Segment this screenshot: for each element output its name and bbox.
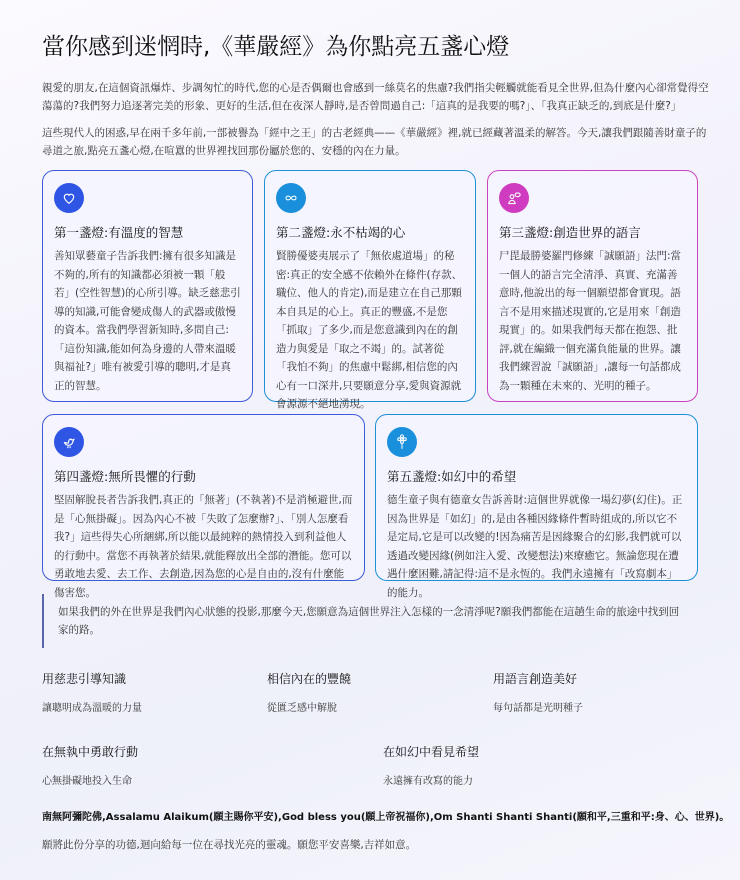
summary-sub-2: 從匱乏感中解脫 <box>267 703 337 714</box>
summary-title-2: 相信內在的豐饒 <box>267 672 352 686</box>
summary-sub-5: 永遠擁有改寫的能力 <box>383 776 473 787</box>
people-talk-icon <box>499 183 529 213</box>
summary-sub-3: 每句話都是光明種子 <box>493 703 583 714</box>
summary-sub-1: 讓聰明成為溫暖的力量 <box>42 703 142 714</box>
summary-sub-4: 心無掛礙地投入生命 <box>42 776 132 787</box>
summary-title-3: 用語言創造美好 <box>493 672 578 686</box>
intro-paragraph-2: 這些現代人的困惑,早在兩千多年前,一部被譽為「經中之王」的古老經典——《華嚴經》裡,就已經藏著溫柔的解答。今天,讓我們跟隨善財童子的尋道之旅,點亮五盞心燈,在喧囂的世界裡找回那份屬於您的、安穩的內在力量。 <box>42 127 707 157</box>
page-title: 當你感到迷惘時,《華嚴經》為你點亮五盞心燈 <box>42 34 510 60</box>
lamp-card-2 <box>264 170 476 410</box>
closing-text: 願將此份分享的功德,迴向給每一位在尋找光亮的靈魂。願您平安喜樂,吉祥如意。 <box>42 839 417 851</box>
card-body: 尸毘最勝婆羅門修練「誠願語」法門:當一個人的語言完全清淨、真實、充滿善意時,他說出的每一個願望都會實現。語言不是用來描述現實的,它是用來「創造現實」的。如果我們每天都在抱怨、批評,就在編織一個充滿負能量的世界。讓我們練習說「誠願語」,讓每一句話都成為一顆種在未來的、光明的種子。 <box>499 250 682 392</box>
lamp-card-4 <box>42 414 365 599</box>
card-body: 堅固解脫長者告訴我們,真正的「無著」(不執著)不是消極避世,而是「心無掛礙」。因為內心不被「失敗了怎麼辦?」、「別人怎麼看我?」這些得失心所綑綁,所以能以最純粹的熱情投入到利益他人的行動中。當您不再執著於結果,就能釋放出全部的潛能。您可以勇敢地去愛、去工作、去創造,因為您的心是自由的,沒有什麼能傷害您。 <box>54 494 353 599</box>
summary-title-4: 在無執中勇敢行動 <box>42 745 139 759</box>
lamp-card-5 <box>375 414 698 599</box>
bird-icon <box>54 427 84 457</box>
blessing-text: 南無阿彌陀佛,Assalamu Alaikum(願主賜你平安),God bless you(願上帝祝福你),Om Shanti Shanti Shanti(願和平,三重和平:身、心、世界)。 <box>42 812 730 823</box>
summary-title-5: 在如幻中看見希望 <box>383 745 480 759</box>
intro-paragraph-1: 親愛的朋友,在這個資訊爆炸、步調匆忙的時代,您的心是否偶爾也會感到一絲莫名的焦慮?我們指尖輕觸就能看見全世界,但為什麼內心卻常覺得空蕩蕩的?我們努力追逐著完美的形象、更好的生活,但在夜深人靜時,是否曾問過自己:「這真的是我要的嗎?」、「我真正缺乏的,到底是什麼?」 <box>42 82 709 112</box>
summary-title-1: 用慈悲引導知識 <box>42 672 127 686</box>
card-title: 第三盞燈:創造世界的語言 <box>499 225 641 240</box>
infinity-icon <box>276 183 306 213</box>
card-body: 善知眾藝童子告訴我們:擁有很多知識是不夠的,所有的知識都必須被一顆「般若」(空性智慧)的心所引導。缺乏慈悲引導的知識,可能會變成傷人的武器或傲慢的資本。當我們學習新知時,多問自己:「這份知識,能如何為身邊的人帶來溫暖與福祉?」唯有被愛引導的聰明,才是真正的智慧。 <box>54 250 241 392</box>
heart-icon <box>54 183 84 213</box>
card-title: 第四盞燈:無所畏懼的行動 <box>54 469 196 484</box>
card-title: 第二盞燈:永不枯竭的心 <box>276 225 406 240</box>
lamp-card-1 <box>42 170 253 402</box>
card-body: 賢勝優婆夷展示了「無依處道場」的秘密:真正的安全感不依賴外在條件(存款、職位、他人的肯定),而是建立在自己那顆本自具足的心上。真正的豐盛,不是您「抓取」了多少,而是您意識到內在的創造力與愛是「取之不竭」的。試著從「我怕不夠」的焦慮中鬆綁,相信您的內心有一口深井,只要願意分享,愛與資源就會源源不絕地湧現。 <box>276 250 463 410</box>
card-body: 德生童子與有德童女告訴善財:這個世界就像一場幻夢(幻住)。正因為世界是「如幻」的,是由各種因緣條件暫時組成的,所以它不是定局,它是可以改變的!因為痛苦是因緣聚合的幻影,我們就可以透過改變因緣(例如注入愛、改變想法)來療癒它。無論您現在遭遇什麼困難,請記得:這不是永恆的。我們永遠擁有「改寫劇本」的能力。 <box>387 494 683 599</box>
flower-icon <box>387 427 417 457</box>
card-title: 第一盞燈:有溫度的智慧 <box>54 225 184 240</box>
reflection-quote: 如果我們的外在世界是我們內心狀態的投影,那麼今天,您願意為這個世界注入怎樣的一念清淨呢?願我們都能在這趟生命的旅途中找到回家的路。 <box>42 594 702 648</box>
lamp-card-3 <box>487 170 698 402</box>
card-title: 第五盞燈:如幻中的希望 <box>387 469 517 484</box>
